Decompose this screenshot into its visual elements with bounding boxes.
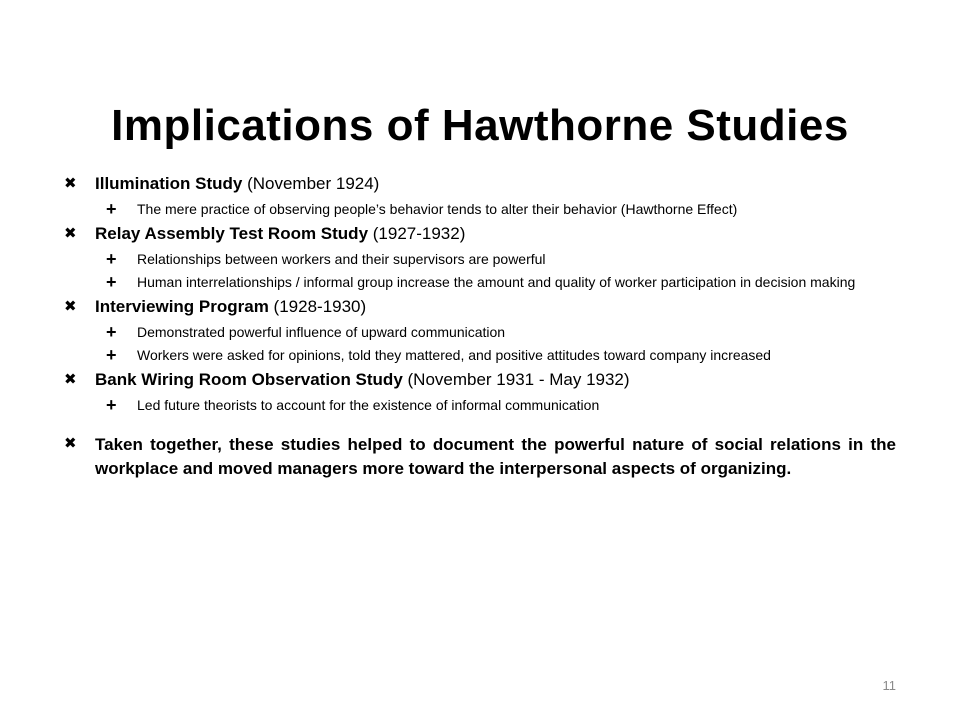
x-bullet-icon: ✖ — [64, 435, 77, 452]
bullet-heading: Illumination Study — [95, 174, 243, 193]
bullet-conclusion — [64, 433, 896, 481]
bullet-bank-wiring-study — [64, 369, 896, 391]
bullet-detail: (1927-1932) — [368, 224, 466, 243]
bullet-heading: Bank Wiring Room Observation Study — [95, 370, 403, 389]
sub-bullet — [64, 396, 896, 414]
bullet-interviewing-program — [64, 296, 896, 318]
plus-bullet-icon: + — [106, 272, 117, 292]
slide-content — [64, 168, 896, 481]
plus-bullet-icon: + — [106, 199, 117, 219]
spacer — [64, 414, 896, 428]
bullet-heading: Interviewing Program — [95, 297, 269, 316]
bullet-heading: Relay Assembly Test Room Study — [95, 224, 369, 243]
conclusion-text: Taken together, these studies helped to document the powerful nature of social relations in the workplace and moved managers more toward the interpersonal aspects of organizing. — [95, 435, 896, 478]
sub-bullet — [64, 273, 896, 291]
sub-bullet-text: Workers were asked for opinions, told they mattered, and positive attitudes toward company increased — [137, 347, 771, 363]
x-bullet-icon: ✖ — [64, 371, 77, 388]
plus-bullet-icon: + — [106, 395, 117, 415]
sub-bullet-text: The mere practice of observing people’s behavior tends to alter their behavior (Hawthorne Effect) — [137, 201, 738, 217]
sub-bullet-text: Led future theorists to account for the existence of informal communication — [137, 397, 600, 413]
bullet-illumination-study — [64, 173, 896, 195]
plus-bullet-icon: + — [106, 322, 117, 342]
bullet-detail: (November 1931 - May 1932) — [402, 370, 630, 389]
bullet-detail: (1928-1930) — [268, 297, 367, 316]
bullet-detail: (November 1924) — [242, 174, 380, 193]
x-bullet-icon: ✖ — [64, 225, 77, 242]
sub-bullet-text: Relationships between workers and their supervisors are powerful — [137, 251, 546, 267]
plus-bullet-icon: + — [106, 345, 117, 365]
x-bullet-icon: ✖ — [64, 175, 77, 192]
plus-bullet-icon: + — [106, 249, 117, 269]
sub-bullet — [64, 200, 896, 218]
sub-bullet — [64, 346, 896, 364]
sub-bullet — [64, 323, 896, 341]
bullet-relay-assembly-study — [64, 223, 896, 245]
sub-bullet — [64, 250, 896, 268]
slide-title: Implications of Hawthorne Studies — [111, 101, 849, 150]
sub-bullet-text: Human interrelationships / informal group increase the amount and quality of worker participation in decision making — [137, 274, 856, 290]
sub-bullet-text: Demonstrated powerful influence of upward communication — [137, 324, 506, 340]
x-bullet-icon: ✖ — [64, 298, 77, 315]
page-number: 11 — [882, 678, 896, 693]
